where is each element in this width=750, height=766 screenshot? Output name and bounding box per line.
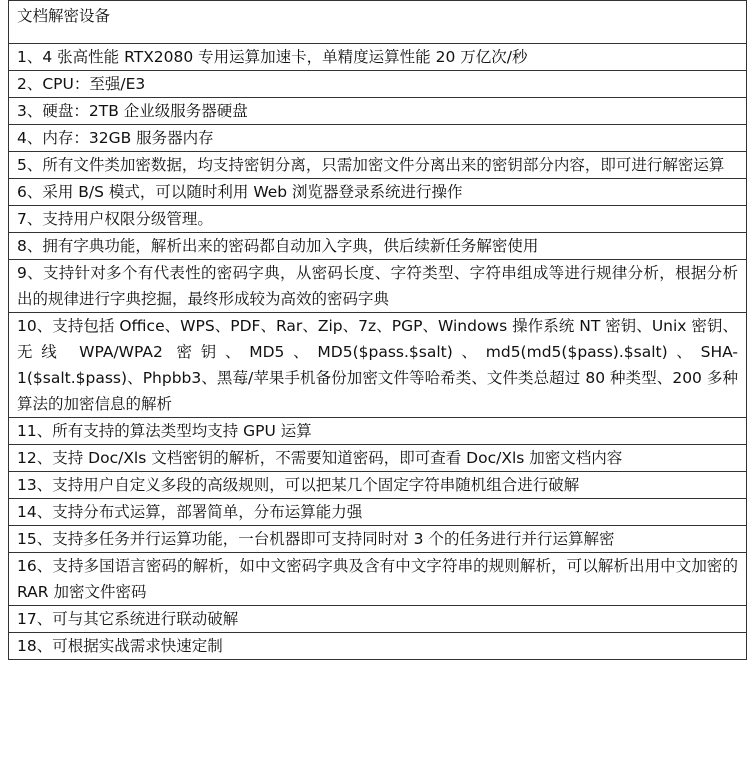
spec-item: 2、CPU：至强/E3: [17, 75, 146, 93]
table-cell: [9, 499, 747, 526]
table-title: 文档解密设备: [17, 7, 111, 25]
table-row: [9, 233, 747, 260]
spec-table: [8, 0, 747, 660]
table-row: [9, 44, 747, 71]
spec-item: 12、支持 Doc/Xls 文档密钥的解析，不需要知道密码，即可查看 Doc/Xls 加密文档内容: [17, 449, 623, 467]
table-cell: [9, 633, 747, 660]
table-cell: [9, 606, 747, 633]
table-cell: [9, 526, 747, 553]
table-row: [9, 418, 747, 445]
table-cell: [9, 44, 747, 71]
spec-item: 7、支持用户权限分级管理。: [17, 210, 213, 228]
table-row: [9, 206, 747, 233]
table-row: [9, 152, 747, 179]
table-row: [9, 499, 747, 526]
spec-item: 6、采用 B/S 模式，可以随时利用 Web 浏览器登录系统进行操作: [17, 183, 463, 201]
table-cell: [9, 553, 747, 606]
table-row: [9, 633, 747, 660]
table-row: [9, 125, 747, 152]
table-row: [9, 526, 747, 553]
table-cell: [9, 233, 747, 260]
table-cell: [9, 472, 747, 499]
table-title-row: [9, 1, 747, 44]
table-row: [9, 553, 747, 606]
table-cell: [9, 260, 747, 313]
table-cell: [9, 71, 747, 98]
table-row: [9, 313, 747, 418]
table-row: [9, 472, 747, 499]
table-title-cell: [9, 1, 747, 44]
table-row: [9, 71, 747, 98]
spec-item: 14、支持分布式运算，部署简单，分布运算能力强: [17, 503, 363, 521]
table-cell: [9, 206, 747, 233]
table-cell: [9, 179, 747, 206]
table-row: [9, 260, 747, 313]
table-cell: [9, 98, 747, 125]
spec-item: 8、拥有字典功能，解析出来的密码都自动加入字典，供后续新任务解密使用: [17, 237, 539, 255]
spec-item: 9、支持针对多个有代表性的密码字典，从密码长度、字符类型、字符串组成等进行规律分析，根据分析出的规律进行字典挖掘，最终形成较为高效的密码字典: [17, 264, 738, 308]
table-cell: [9, 445, 747, 472]
spec-item: 5、所有文件类加密数据，均支持密钥分离，只需加密文件分离出来的密钥部分内容，即可进行解密运算: [17, 156, 725, 174]
table-cell: [9, 152, 747, 179]
spec-item: 16、支持多国语言密码的解析，如中文密码字典及含有中文字符串的规则解析，可以解析出用中文加密的 RAR 加密文件密码: [17, 557, 738, 601]
table-row: [9, 445, 747, 472]
spec-item: 1、4 张高性能 RTX2080 专用运算加速卡，单精度运算性能 20 万亿次/秒: [17, 48, 528, 66]
spec-item: 4、内存：32GB 服务器内存: [17, 129, 214, 147]
spec-item: 17、可与其它系统进行联动破解: [17, 610, 239, 628]
spec-item: 10、支持包括 Office、WPS、PDF、Rar、Zip、7z、PGP、Windows 操作系统 NT 密钥、Unix 密钥、无线 WPA/WPA2 密钥、MD5、MD5($pass.$salt)、md5(md5($pass).$salt)、SHA-1($salt.$pass)、Phpbb3、黑莓/苹果手机备份加密文件等哈希类、文件类总超过 80 种类型、200 多种算法的加密信息的解析: [17, 317, 738, 413]
table-cell: [9, 125, 747, 152]
spec-item: 18、可根据实战需求快速定制: [17, 637, 223, 655]
table-cell: [9, 313, 747, 418]
table-row: [9, 179, 747, 206]
table-row: [9, 98, 747, 125]
spec-item: 15、支持多任务并行运算功能，一台机器即可支持同时对 3 个的任务进行并行运算解密: [17, 530, 615, 548]
table-row: [9, 606, 747, 633]
spec-item: 3、硬盘：2TB 企业级服务器硬盘: [17, 102, 248, 120]
table-cell: [9, 418, 747, 445]
spec-item: 11、所有支持的算法类型均支持 GPU 运算: [17, 422, 312, 440]
spec-item: 13、支持用户自定义多段的高级规则，可以把某几个固定字符串随机组合进行破解: [17, 476, 580, 494]
